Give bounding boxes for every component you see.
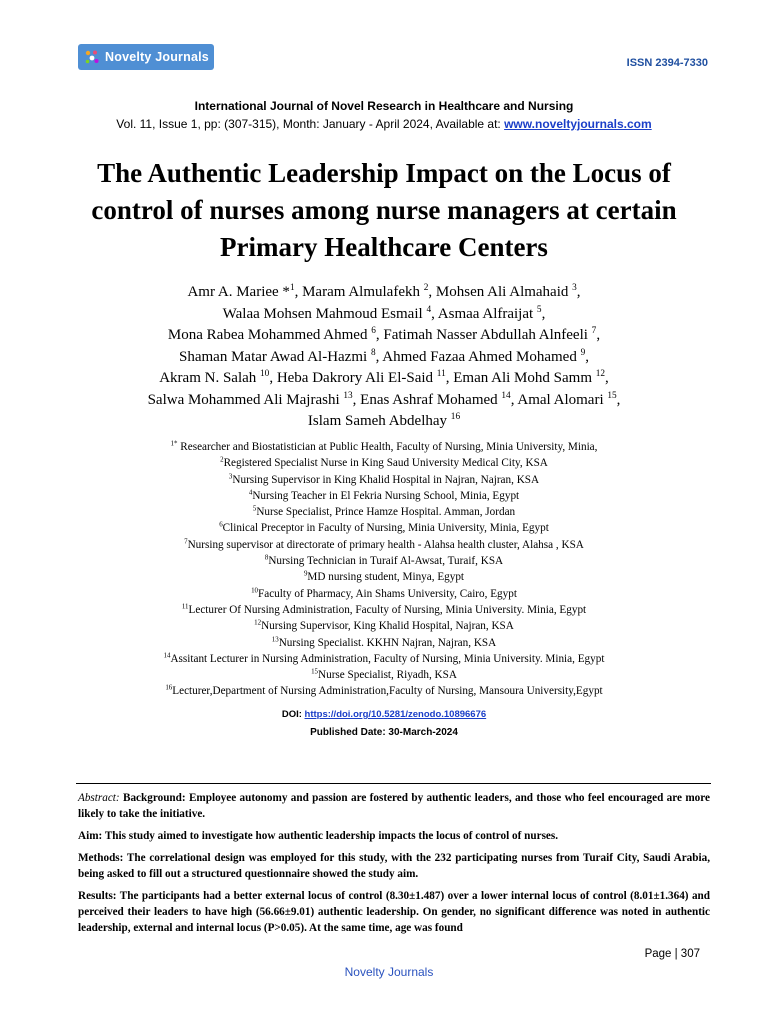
affiliation: $^{16}$Lecturer,Department of Nursing Administration,Faculty of Nursing, Mansoura University,Egypt xyxy=(165,683,603,698)
affiliation: $^9$MD nursing student, Minya, Egypt xyxy=(303,569,465,584)
author: Islam Sameh Abdelhay $^{16}$ xyxy=(307,412,461,429)
author: Ahmed Fazaa Ahmed Mohamed $^9$ xyxy=(382,347,586,365)
journal-url-link[interactable]: www.noveltyjournals.com xyxy=(504,117,652,131)
abstract-results: Results: The participants had a better external locus of control (8.30±1.487) over a lower internal locus of control (8.01±1.364) and perceived their leaders to have high (56.66±9.01) authentic leadership. On gender, no significant difference was noted in authentic leadership, external and internal locus (P>0.05). At the same time, age was found xyxy=(78,890,710,934)
affiliation: $^7$Nursing supervisor at directorate of primary health - Alahsa health cluster, Alahsa , KSA xyxy=(184,537,584,551)
affiliation: $^5$Nurse Specialist, Prince Hamze Hospital. Amman, Jordan xyxy=(252,504,516,519)
author: Salwa Mohammed Ali Majrashi $^{13}$ xyxy=(147,390,353,408)
abstract-methods: Methods: The correlational design was employed for this study, with the 232 participating nurses from Turaif City, Saudi Arabia, being asked to fill out a structured questionnaire showed the study aim. xyxy=(78,852,710,880)
abstract-section xyxy=(78,790,710,942)
doi-link[interactable]: https://doi.org/10.5281/zenodo.10896676 xyxy=(304,709,487,720)
author: Walaa Mohsen Mahmoud Esmail $^4$ xyxy=(222,304,432,322)
author: Eman Ali Mohd Samm $^{12}$ xyxy=(453,369,606,386)
page-number: Page | 307 xyxy=(644,948,700,960)
abstract-divider xyxy=(76,783,711,784)
affiliation: $^{11}$Lecturer Of Nursing Administration, Faculty of Nursing, Minia University. Minia, Egypt xyxy=(181,602,587,616)
author: Maram Almulafekh $^2$ xyxy=(302,283,429,300)
journal-info xyxy=(0,117,768,131)
affiliation: $^8$Nursing Technician in Turaif Al-Awsat, Turaif, KSA xyxy=(264,553,504,568)
affiliation: $^3$Nursing Supervisor in King Khalid Hospital in Najran, Najran, KSA xyxy=(228,471,540,486)
author: Amal Alomari $^{15}$ xyxy=(517,390,617,408)
affiliation: $^2$Registered Specialist Nurse in King Saud University Medical City, KSA xyxy=(220,455,548,470)
novelty-journals-logo xyxy=(78,44,214,70)
author: Enas Ashraf Mohamed $^{14}$ xyxy=(360,390,511,408)
affiliation: $^{12}$Nursing Supervisor, King Khalid Hospital, Najran, KSA xyxy=(254,618,514,633)
affiliation: $^{15}$Nurse Specialist, Riyadh, KSA xyxy=(311,667,457,682)
paper-title: The Authentic Leadership Impact on the Locus of control of nurses among nurse managers at certain Primary Healthcare Centers xyxy=(91,158,677,262)
logo-text: Novelty Journals xyxy=(105,50,209,64)
affiliation-list xyxy=(60,439,708,700)
author: Heba Dakrory Ali El-Said $^{11}$ xyxy=(276,369,446,386)
affiliation: $^{10}$Faculty of Pharmacy, Ain Shams University, Cairo, Egypt xyxy=(251,585,517,600)
author: Fatimah Nasser Abdullah Alnfeeli $^7$ xyxy=(383,326,597,343)
doi-label: DOI: xyxy=(281,709,305,720)
author: Mona Rabea Mohammed Ahmed $^6$ xyxy=(167,326,376,343)
journal-volume-info: Vol. 11, Issue 1, pp: (307-315), Month: January - April 2024, Available at: xyxy=(116,117,505,131)
author: Asmaa Alfraijat $^5$ xyxy=(437,304,542,322)
abstract-background: Abstract: Background: Employee autonomy and passion are fostered by authentic leaders, and those who feel encouraged are more likely to take the initiative. xyxy=(78,792,710,820)
abstract-label: Abstract: xyxy=(78,792,120,804)
affiliation: $^6$Clinical Preceptor in Faculty of Nursing, Minia University, Minia, Egypt xyxy=(219,520,549,535)
author: Amr A. Mariee *$^1$ xyxy=(187,283,295,300)
author: Shaman Matar Awad Al-Hazmi $^8$ xyxy=(179,347,376,365)
molecule-icon xyxy=(84,49,100,65)
doi-line xyxy=(0,709,768,720)
author: Mohsen Ali Almahaid $^3$ xyxy=(435,283,577,300)
author-list: Amr A. Mariee *$^1$, Maram Almulafekh $^2$, Mohsen Ali Almahaid $^3$, Walaa Mohsen Mahmoud Esmail $^4$, Asmaa Alfraijat $^5$, Mona Rabea Mohammed Ahmed $^6$, Fatimah Nasser Abdullah Alnfeeli $^7$, Shaman Matar Awad Al-Hazmi $^8$, Ahmed Fazaa Ahmed Mohamed $^9$, Akram N. Salah $^{10}$, Heba Dakrory Ali El-Said $^{11}$, Eman Ali Mohd Samm $^{12}$, Salwa Mohammed Ali Majrashi $^{13}$, Enas Ashraf Mohamed $^{14}$, Amal Alomari $^{15}$, Islam Sameh Abdelhay $^{16}$ xyxy=(147,283,621,429)
affiliation: $^{1*}$ Researcher and Biostatistician at Public Health, Faculty of Nursing, Minia University, Minia, xyxy=(170,439,598,453)
affiliation: $^{13}$Nursing Specialist. KKHN Najran, Najran, KSA xyxy=(271,634,497,649)
affiliation: $^{14}$Assitant Lecturer in Nursing Administration, Faculty of Nursing, Minia University. Minia, Egypt xyxy=(163,651,605,665)
published-date: Published Date: 30-March-2024 xyxy=(310,727,458,738)
journal-name: International Journal of Novel Research in Healthcare and Nursing xyxy=(194,99,574,113)
publisher-footer: Novelty Journals xyxy=(344,965,434,979)
issn-number: ISSN 2394-7330 xyxy=(626,57,708,69)
author: Akram N. Salah $^{10}$ xyxy=(159,369,270,386)
affiliation: $^4$Nursing Teacher in El Fekria Nursing School, Minia, Egypt xyxy=(248,488,520,502)
abstract-aim: Aim: This study aimed to investigate how authentic leadership impacts the locus of control of nurses. xyxy=(78,830,559,842)
